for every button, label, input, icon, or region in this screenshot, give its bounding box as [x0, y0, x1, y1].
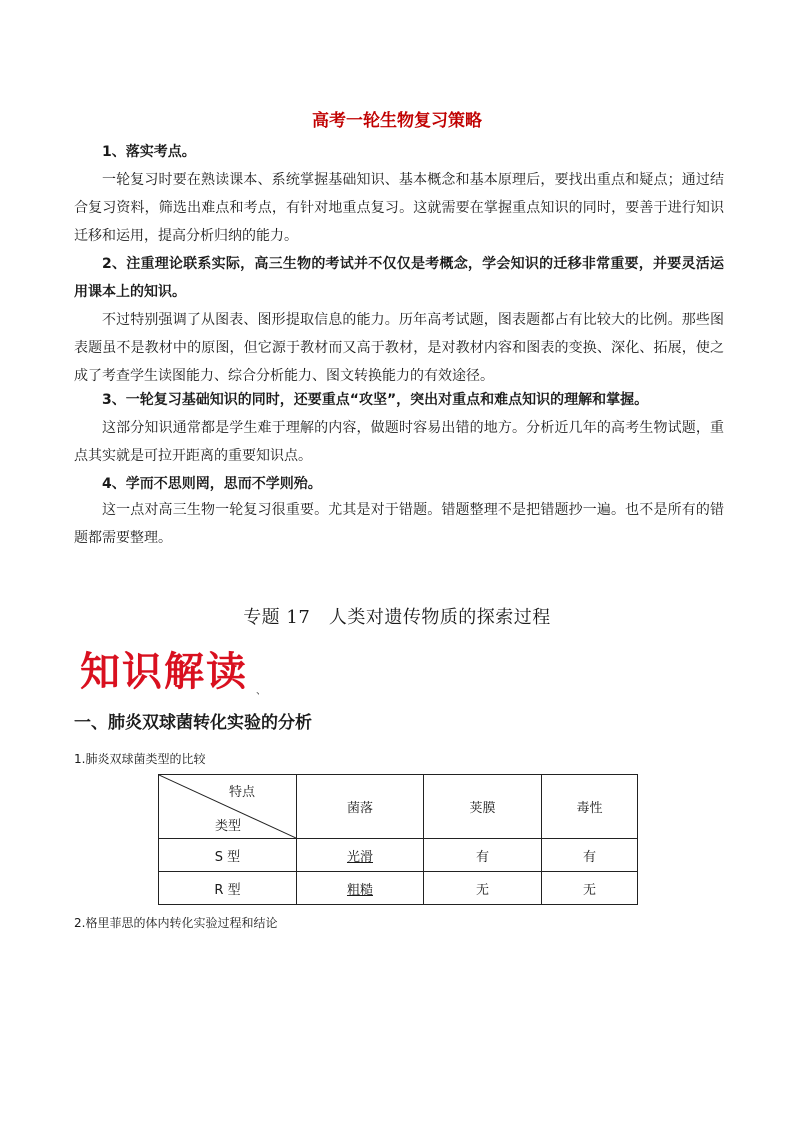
- cell-colony: [297, 872, 424, 905]
- cell-colony-text: 光滑: [346, 849, 373, 865]
- cell-capsule: 无: [424, 872, 542, 905]
- point-3-body: 这部分知识通常都是学生难于理解的内容，做题时容易出错的地方。分析近几年的高考生物试题，重点其实就是可拉开距离的重要知识点。: [74, 420, 724, 464]
- point-2-heading: 2、注重理论联系实际，高三生物的考试并不仅仅是考概念，学会知识的迁移非常重要，并要灵活运用课本上的知识。: [74, 256, 724, 300]
- table-row: [159, 872, 638, 905]
- corner-top-label: 特点: [229, 785, 256, 800]
- corner-bottom-label: 类型: [215, 819, 242, 834]
- table-row: [159, 839, 638, 872]
- chapter-title: 专题 17 人类对遗传物质的探索过程: [243, 607, 551, 628]
- cell-type: S 型: [159, 839, 297, 872]
- cell-colony-text: 粗糙: [346, 882, 373, 898]
- header-capsule: 荚膜: [424, 775, 542, 839]
- table-header-row: [159, 775, 638, 839]
- point-4-body: 这一点对高三生物一轮复习很重要。尤其是对于错题。错题整理不是把错题抄一遍。也不是所有的错题都需要整理。: [74, 502, 724, 546]
- header-colony: 菌落: [297, 775, 424, 839]
- cell-colony: [297, 839, 424, 872]
- section-heading: 一、肺炎双球菌转化实验的分析: [74, 713, 312, 733]
- table-caption: 1.肺炎双球菌类型的比较: [74, 752, 206, 766]
- point-1-body: 一轮复习时要在熟读课本、系统掌握基础知识、基本概念和基本原理后，要找出重点和疑点；通过结合复习资料，筛选出难点和考点，有针对地重点复习。这就需要在掌握重点知识的同时，要善于进行知识迁移和运用，提高分析归纳的能力。: [74, 172, 724, 244]
- point-2-body: 不过特别强调了从图表、图形提取信息的能力。历年高考试题，图表题都占有比较大的比例。那些图表题虽不是教材中的原图，但它源于教材而又高于教材，是对教材内容和图表的变换、深化、拓展，使之成了考查学生读图能力、综合分析能力、图文转换能力的有效途径。: [74, 312, 724, 384]
- point-4-heading: 4、学而不思则罔，思而不学则殆。: [102, 476, 322, 492]
- banner-mark: 、: [256, 686, 266, 697]
- next-subsection-caption: 2.格里菲思的体内转化实验过程和结论: [74, 916, 278, 930]
- cell-type: R 型: [159, 872, 297, 905]
- header-toxicity: 毒性: [542, 775, 638, 839]
- knowledge-banner: 知识解读: [80, 649, 248, 695]
- point-3-heading: 3、一轮复习基础知识的同时，还要重点“攻坚”，突出对重点和难点知识的理解和掌握。: [102, 392, 649, 408]
- point-1-heading: 1、落实考点。: [102, 144, 196, 160]
- table-corner-cell: [159, 775, 297, 839]
- cell-capsule: 有: [424, 839, 542, 872]
- cell-toxicity: 无: [542, 872, 638, 905]
- cell-toxicity: 有: [542, 839, 638, 872]
- comparison-table: [158, 774, 638, 905]
- strategy-title: 高考一轮生物复习策略: [312, 111, 482, 131]
